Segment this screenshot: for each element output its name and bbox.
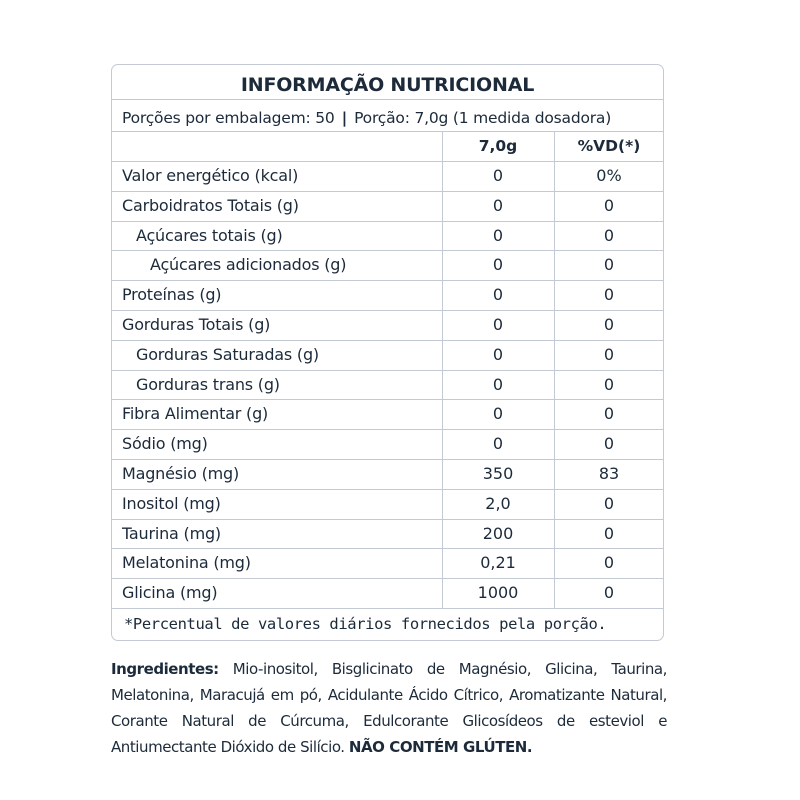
nutrient-label: Fibra Alimentar (g) [122,404,269,424]
nutrient-daily-value: 0 [603,553,615,573]
daily-value-footnote: *Percentual de valores diários fornecidos pela porção. [124,615,607,633]
nutrient-label: Glicina (mg) [122,583,218,603]
nutrient-daily-value: 0 [603,374,615,394]
ingredients-text [111,656,667,760]
nutrient-daily-value: 0 [603,315,615,334]
nutrient-amount: 200 [482,523,514,543]
nutrient-daily-value: 0 [603,344,615,364]
panel-title: INFORMAÇÃO NUTRICIONAL [240,74,535,96]
nutrient-label: Carboidratos Totais (g) [122,195,299,215]
nutrient-amount: 0 [492,255,504,275]
nutrient-daily-value: 0 [603,255,615,275]
ingredients-list: Mio-inositol, Bisglicinato de Magnésio, Glicina, Taurina, Melatonina, Maracujá em pó, Acidulante Ácido Cítrico, Aromatizante Natural, Corante Natural de Cúrcuma, Edulcorante Glicosídeos de esteviol e Antiumectante Dióxido de Silício. [111,660,667,756]
nutrient-amount: 0 [492,404,504,424]
gluten-notice: NÃO CONTÉM GLÚTEN. [348,738,533,756]
nutrient-amount: 0 [492,434,504,454]
nutrient-label: Gorduras Totais (g) [122,315,271,334]
column-divider [442,132,443,608]
nutrient-amount: 1000 [477,583,519,603]
nutrient-daily-value: 0 [603,195,615,215]
nutrient-amount: 0 [492,285,504,305]
nutrient-amount: 0 [492,195,504,215]
nutrient-daily-value: 0 [603,404,615,424]
nutrient-daily-value: 0 [603,285,615,305]
nutrient-daily-value: 0 [603,225,615,245]
nutrient-amount: 2,0 [485,493,511,513]
nutrient-amount: 0 [492,166,504,185]
amount-column-header: 7,0g [478,137,518,155]
nutrient-daily-value: 83 [598,464,620,483]
nutrient-label: Valor energético (kcal) [122,166,299,185]
nutrient-label: Melatonina (mg) [122,553,251,573]
nutrient-amount: 0 [492,225,504,245]
serving-info [122,105,611,131]
nutrient-amount: 0 [492,344,504,364]
serving-size: Porção: 7,0g (1 medida dosadora) [354,109,612,127]
nutrient-label: Açúcares totais (g) [136,225,283,245]
servings-per-package: Porções por embalagem: 50 [122,109,335,127]
daily-value-column-header: %VD(*) [577,137,641,155]
column-divider [554,132,555,608]
nutrient-label: Proteínas (g) [122,285,222,305]
nutrient-amount: 0,21 [480,553,516,573]
nutrient-label: Gorduras trans (g) [136,374,280,394]
nutrient-daily-value: 0 [603,583,615,603]
nutrient-label: Sódio (mg) [122,434,208,454]
nutrient-label: Magnésio (mg) [122,464,240,483]
serving-separator: | [341,109,348,127]
nutrient-amount: 0 [492,374,504,394]
nutrient-daily-value: 0 [603,434,615,454]
nutrient-label: Gorduras Saturadas (g) [136,344,319,364]
nutrient-amount: 350 [482,464,514,483]
nutrient-daily-value: 0 [603,523,615,543]
nutrient-daily-value: 0% [596,166,622,185]
nutrient-label: Açúcares adicionados (g) [150,255,347,275]
ingredients-heading: Ingredientes: [111,660,219,678]
nutrient-label: Inositol (mg) [122,493,221,513]
nutrition-facts-panel [111,64,664,641]
nutrient-label: Taurina (mg) [122,523,221,543]
divider [112,99,663,100]
divider [112,608,663,609]
nutrient-amount: 0 [492,315,504,334]
nutrient-daily-value: 0 [603,493,615,513]
